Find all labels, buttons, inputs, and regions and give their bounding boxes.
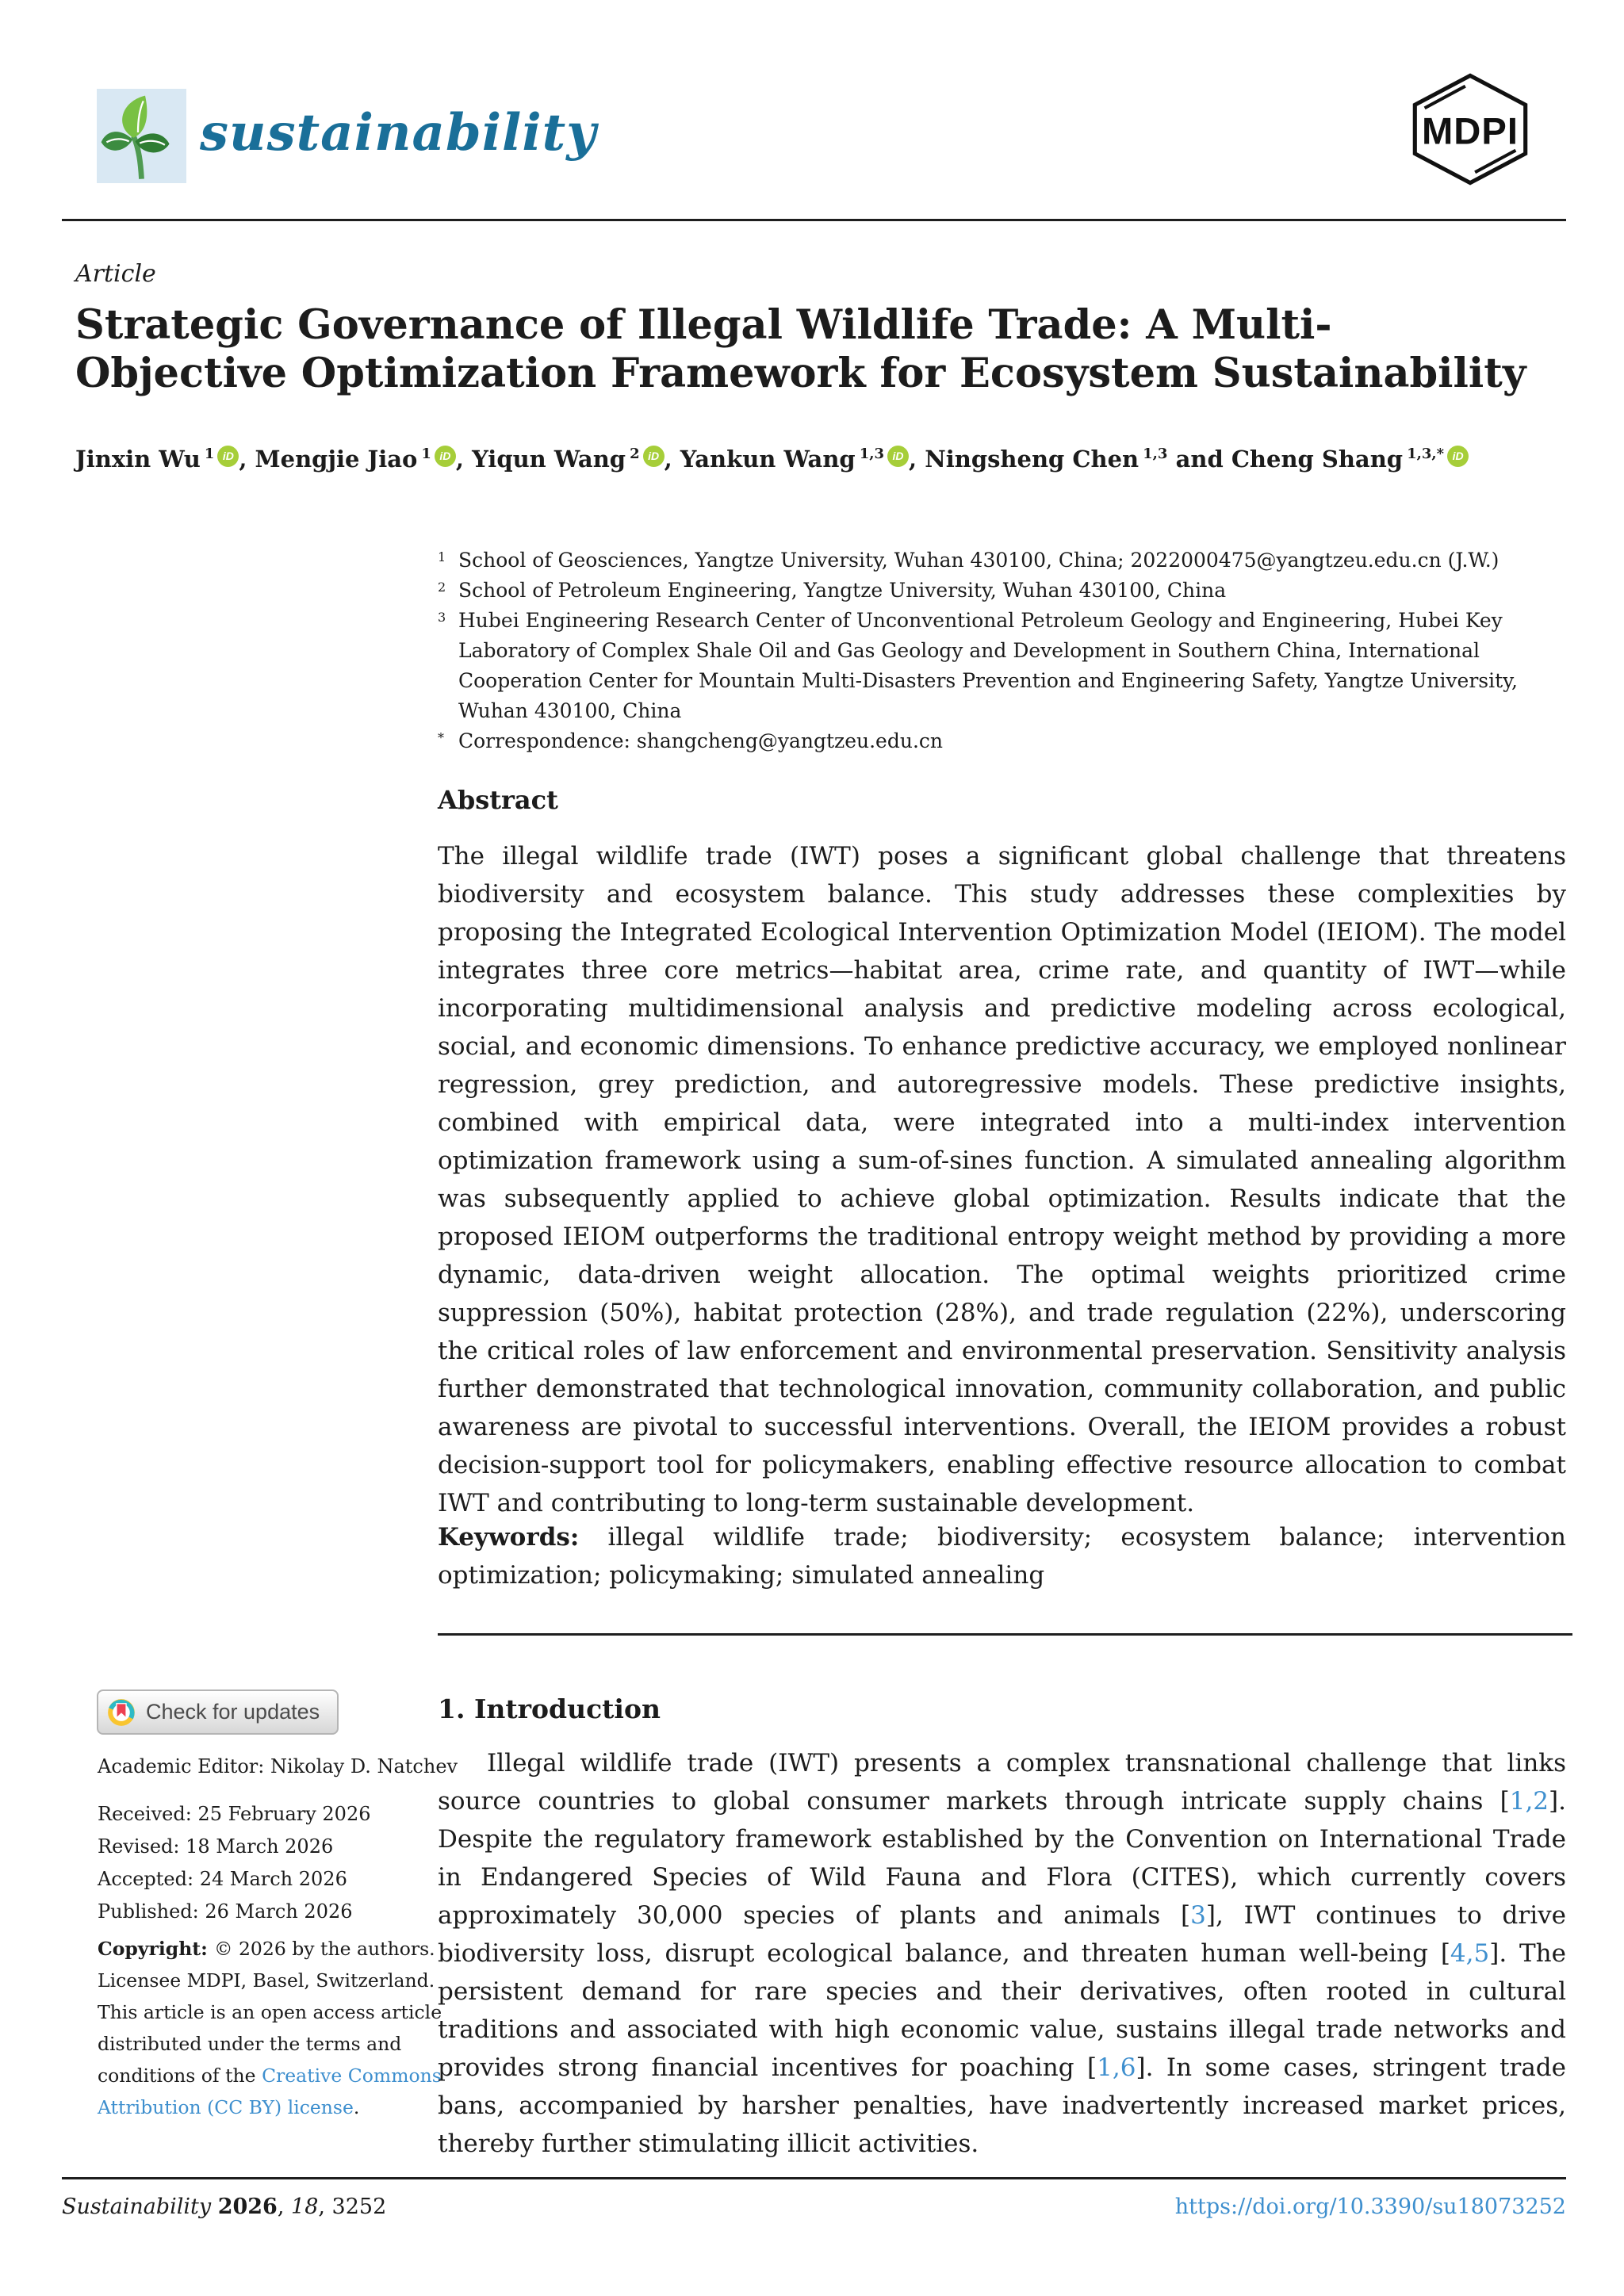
author-affil-sup: 1,3: [859, 446, 885, 463]
paper-title: Strategic Governance of Illegal Wildlife Trade: A Multi-Objective Optimization Framework for Ecosystem Sustainability: [75, 301, 1526, 398]
paragraph-text: Illegal wildlife trade (IWT) presents a complex transnational challenge that links source countries to global consumer markets through intricate supply chains [: [438, 1749, 1566, 1816]
paragraph-text: ]. In some cases, stringent trade bans, accompanied by harsher penalties, have inadvertently increased market prices, thereby further stimulating illicit activities.: [438, 2053, 1567, 2158]
affiliation-row: [438, 606, 1554, 726]
author: Yankun Wang $^{1,3}$ iD ,: [680, 446, 925, 473]
author: Jinxin Wu $^1$ iD ,: [75, 446, 255, 473]
date-accepted: Accepted: 24 March 2026: [98, 1868, 347, 1890]
paragraph-text: ]. The persistent demand for rare species and their derivatives, often rooted in cultural traditions and associated with high economic value, sustains illegal trade networks and provides strong financial incentives for poaching [: [438, 1939, 1566, 2082]
intro-paragraph: [438, 1744, 1566, 2163]
affiliation-text: School of Geosciences, Yangtze University, Wuhan 430100, China; 2022000475@yangtzeu.edu.cn (J.W.): [458, 549, 1500, 572]
page-footer: [62, 2195, 1566, 2219]
footer-divider: [62, 2177, 1566, 2179]
author: Yiqun Wang $^2$ iD ,: [472, 446, 680, 473]
author-name: Yiqun Wang: [472, 446, 626, 473]
correspondence-text: Correspondence: shangcheng@yangtzeu.edu.cn: [458, 729, 944, 752]
date-revised: Revised: 18 March 2026: [98, 1835, 334, 1858]
date-published: Published: 26 March 2026: [98, 1900, 353, 1923]
author-affil-sup: 1: [204, 446, 215, 463]
author-name: Jinxin Wu: [75, 446, 201, 473]
correspondence-row: [438, 726, 1554, 756]
intro-heading: 1. Introduction: [438, 1693, 661, 1724]
keywords: [438, 1518, 1566, 1594]
mdpi-logo-text: MDPI: [1422, 109, 1519, 152]
journal-logo: [97, 89, 186, 183]
cc-license-link[interactable]: Creative Commons Attribution (CC BY) license: [98, 2064, 442, 2118]
affiliation-row: [438, 545, 1554, 576]
header-divider: [62, 219, 1566, 221]
author-name: Ningsheng Chen: [925, 446, 1139, 473]
keywords-label: Keywords:: [438, 1523, 580, 1552]
check-for-updates-label: Check for updates: [146, 1700, 320, 1724]
orcid-icon[interactable]: iD: [1447, 446, 1469, 467]
affiliation-row: [438, 576, 1554, 606]
affiliation-marker: 1: [438, 549, 446, 564]
author-affil-sup: 1,3,*: [1407, 446, 1445, 463]
affiliation-text: Hubei Engineering Research Center of Unconventional Petroleum Geology and Engineering, Hubei Key Laboratory of Complex Shale Oil and Gas Geology and Development in Southern China, International Cooperation Center for Mountain Multi-Disasters Prevention and Engineering Safety, Yangtze University, Wuhan 430100, China: [458, 609, 1518, 722]
article-dates: [98, 1798, 370, 1928]
affiliation-text: School of Petroleum Engineering, Yangtze University, Wuhan 430100, China: [458, 579, 1227, 602]
copyright-text: © 2026 by the authors. Licensee MDPI, Basel, Switzerland. This article is an open access article distributed under the terms and conditions of the: [98, 1938, 442, 2087]
orcid-icon[interactable]: iD: [217, 446, 239, 467]
journal-name: sustainability: [200, 103, 597, 163]
author-name: Mengjie Jiao: [255, 446, 418, 473]
author: Ningsheng Chen $^{1,3}$ and: [925, 446, 1231, 473]
correspondence-marker: *: [438, 730, 444, 745]
section-divider: [438, 1633, 1572, 1636]
keywords-text: illegal wildlife trade; biodiversity; ecosystem balance; intervention optimization; policymaking; simulated annealing: [438, 1523, 1566, 1590]
author: [1231, 446, 1469, 473]
copyright-suffix: .: [353, 2096, 360, 2118]
crossmark-icon: [106, 1697, 136, 1728]
article-type-label: Article: [75, 260, 156, 288]
affiliation-marker: 2: [438, 580, 446, 595]
citation-link[interactable]: 1,6: [1097, 2053, 1136, 2082]
check-for-updates-button[interactable]: [97, 1689, 339, 1735]
author-name: Yankun Wang: [680, 446, 856, 473]
date-received: Received: 25 February 2026: [98, 1803, 371, 1825]
author-affil-sup: 2: [630, 446, 640, 463]
abstract-heading: Abstract: [438, 785, 558, 815]
author-affil-sup: 1,3: [1143, 446, 1168, 463]
affiliation-marker: 3: [438, 610, 446, 625]
academic-editor: Academic Editor: Nikolay D. Natchev: [98, 1755, 458, 1777]
citation-link[interactable]: 4,5: [1450, 1939, 1490, 1968]
copyright-notice: [98, 1933, 451, 2123]
paragraph-text: ]. Despite the regulatory framework established by the Convention on International Trade in Endangered Species of Wild Fauna and Flora (CITES), which currently covers approximately 30,000 species of plants and animals [: [438, 1787, 1566, 1930]
author-affil-sup: 1: [421, 446, 431, 463]
orcid-icon[interactable]: iD: [435, 446, 456, 467]
affiliations: [438, 545, 1554, 756]
citation-link[interactable]: 3: [1190, 1901, 1206, 1930]
footer-citation: Sustainability 2026, 18, 3252: [62, 2195, 387, 2219]
journal-logo-plant-icon: [97, 89, 186, 183]
abstract-text: The illegal wildlife trade (IWT) poses a significant global challenge that threatens biodiversity and ecosystem balance. This study addresses these complexities by proposing the Integrated Ecological Intervention Optimization Model (IEIOM). The model integrates three core metrics—habitat area, crime rate, and quantity of IWT—while incorporating multidimensional analysis and predictive modeling across ecological, social, and economic dimensions. To enhance predictive accuracy, we employed nonlinear regression, grey prediction, and autoregressive models. These predictive insights, combined with empirical data, were integrated into a multi-index intervention optimization framework using a sum-of-sines function. A simulated annealing algorithm was subsequently applied to achieve global optimization. Results indicate that the proposed IEIOM outperforms the traditional entropy weight method by providing a more dynamic, data-driven weight allocation. The optimal weights prioritized crime suppression (50%), habitat protection (28%), and trade regulation (22%), underscoring the critical roles of law enforcement and environmental preservation. Sensitivity analysis further demonstrated that technological innovation, community collaboration, and public awareness are pivotal to successful interventions. Overall, the IEIOM provides a robust decision-support tool for policymakers, enabling effective resource allocation to combat IWT and contributing to long-term sustainable development.: [438, 842, 1566, 1517]
orcid-icon[interactable]: iD: [887, 446, 909, 467]
author-name: Cheng Shang: [1231, 446, 1404, 473]
orcid-icon[interactable]: iD: [643, 446, 665, 467]
footer-doi-link[interactable]: https://doi.org/10.3390/su18073252: [1174, 2195, 1566, 2219]
paragraph-text: ], IWT continues to drive biodiversity loss, disrupt ecological balance, and threaten human well-being [: [438, 1901, 1566, 1968]
author: Mengjie Jiao $^1$ iD ,: [255, 446, 473, 473]
mdpi-logo: [1405, 71, 1535, 187]
copyright-label: Copyright:: [98, 1938, 215, 1960]
citation-link[interactable]: 1,2: [1509, 1787, 1549, 1816]
authors-line: [75, 446, 1469, 474]
